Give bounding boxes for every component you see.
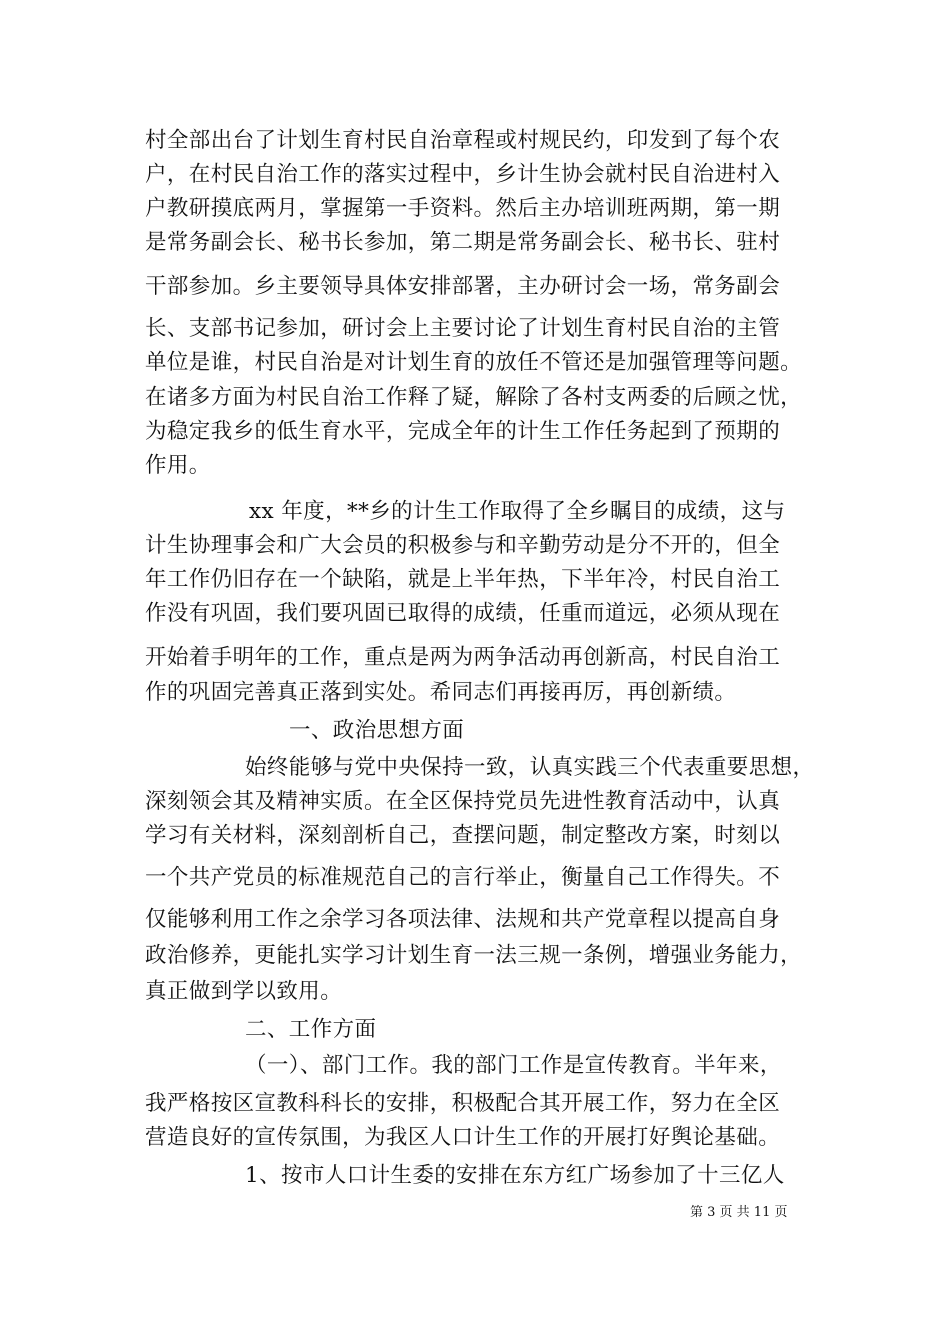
paragraph-first-line: （一）、部门工作。我的部门工作是宣传教育。半年来， [245, 1053, 782, 1078]
text-line: 开始着手明年的工作，重点是两为两争活动再创新高，村民自治工 [145, 645, 781, 670]
text-line: 深刻领会其及精神实质。在全区保持党员先进性教育活动中，认真 [145, 789, 781, 814]
text-line: 仅能够利用工作之余学习各项法律、法规和共产党章程以提高自身 [145, 907, 781, 932]
text-line: 是常务副会长、秘书长参加，第二期是常务副会长、秘书长、驻村 [145, 230, 781, 255]
text-line: 长、支部书记参加，研讨会上主要讨论了计划生育村民自治的主管 [145, 316, 781, 341]
text-line: 村全部出台了计划生育村民自治章程或村规民约，印发到了每个农 [145, 128, 781, 153]
text-line: 户，在村民自治工作的落实过程中，乡计生协会就村民自治进村入 [145, 162, 781, 187]
paragraph-first-line: xx 年度，**乡的计生工作取得了全乡瞩目的成绩，这与 [249, 499, 786, 524]
text-line: 计生协理事会和广大会员的积极参与和辛勤劳动是分不开的，但全 [145, 533, 781, 558]
text-line: 我严格按区宣教科科长的安排，积极配合其开展工作，努力在全区 [145, 1091, 781, 1116]
paragraph-first-line: 始终能够与党中央保持一致，认真实践三个代表重要思想， [245, 755, 815, 780]
text-line: 政治修养，更能扎实学习计划生育一法三规一条例，增强业务能力， [145, 943, 803, 968]
text-line: 学习有关材料，深刻剖析自己，查摆问题，制定整改方案，时刻以 [145, 823, 781, 848]
text-line: 作用。 [145, 453, 211, 478]
text-line: 真正做到学以致用。 [145, 979, 343, 1004]
text-line: 干部参加。乡主要领导具体安排部署，主办研讨会一场，常务副会 [145, 274, 781, 299]
text-line: 营造良好的宣传氛围，为我区人口计生工作的开展打好舆论基础。 [145, 1125, 781, 1150]
text-line: 户教研摸底两月，掌握第一手资料。然后主办培训班两期，第一期 [145, 196, 781, 221]
paragraph-first-line: 1、按市人口计生委的安排在东方红广场参加了十三亿人 [245, 1163, 785, 1188]
text-line: 作没有巩固，我们要巩固已取得的成绩，任重而道远，必须从现在 [145, 601, 781, 626]
text-line: 一个共产党员的标准规范自己的言行举止，衡量自己工作得失。不 [145, 865, 781, 890]
text-line: 作的巩固完善真正落到实处。希同志们再接再厉，再创新绩。 [145, 680, 737, 705]
text-line: 在诸多方面为村民自治工作释了疑，解除了各村支两委的后顾之忧， [145, 385, 803, 410]
text-line: 年工作仍旧存在一个缺陷，就是上半年热，下半年冷，村民自治工 [145, 567, 781, 592]
page-number: 第 3 页 共 11 页 [690, 1205, 788, 1220]
text-line: 单位是谁，村民自治是对计划生育的放任不管还是加强管理等问题。 [145, 350, 803, 375]
section-heading: 二、工作方面 [245, 1017, 377, 1042]
section-heading: 一、政治思想方面 [289, 718, 465, 743]
text-line: 为稳定我乡的低生育水平，完成全年的计生工作任务起到了预期的 [145, 419, 781, 444]
